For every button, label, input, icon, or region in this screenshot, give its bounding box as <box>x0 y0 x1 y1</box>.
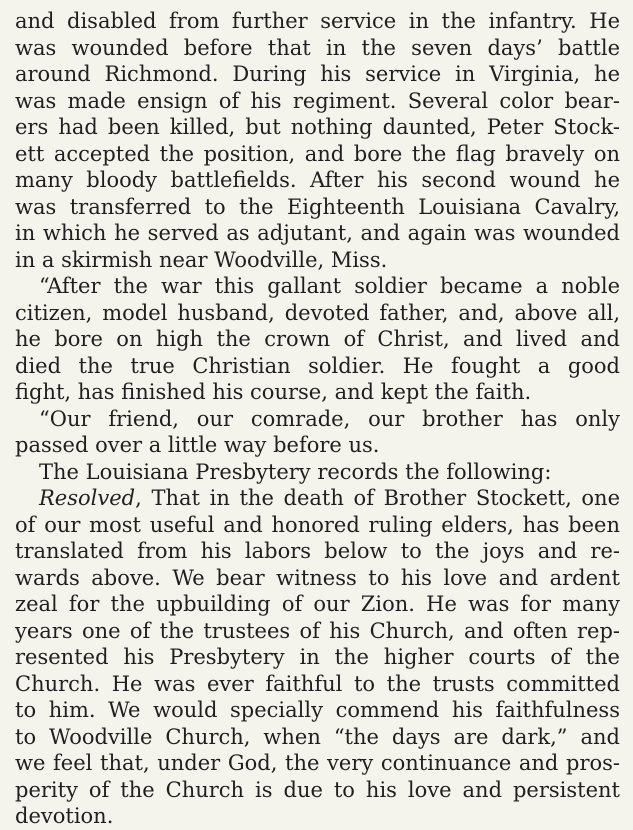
text-line: many bloody battlefields. After his second wound he <box>15 168 620 192</box>
text-line: and disabled from further service in the infantry. He <box>15 9 620 33</box>
document-page <box>15 8 620 830</box>
text-line: Church. He was ever faithful to the trusts committed <box>15 671 620 696</box>
text-line: citizen, model husband, devoted father, and, above all, <box>15 300 620 325</box>
text-line: was made ensign of his regiment. Several color bear- <box>15 88 620 113</box>
text-line <box>15 485 620 512</box>
text-line: ett accepted the position, and bore the flag bravely on <box>15 141 620 166</box>
text-line: The Louisiana Presbytery records the following: <box>39 459 552 484</box>
text-line: to him. We would specially commend his faithfulness <box>15 698 620 722</box>
text-line: resented his Presbytery in the higher courts of the <box>15 645 620 669</box>
text-line: in which he served as adjutant, and again was wounded <box>15 221 620 245</box>
text-line: in a skirmish near Woodville, Miss. <box>15 247 388 272</box>
text-line: zeal for the upbuilding of our Zion. He was for many <box>15 592 620 616</box>
paragraph-after-war <box>15 273 620 406</box>
text-line: translated from his labors below to the joys and re- <box>15 539 620 563</box>
text-line: perity of the Church is due to his love and persistent <box>15 777 620 802</box>
paragraph-resolved <box>15 485 620 830</box>
text-line: ers had been killed, but nothing daunted, Peter Stock- <box>15 115 620 139</box>
text-line: to Woodville Church, when “the days are dark,” and <box>15 724 620 749</box>
text-line: was wounded before that in the seven days’ battle <box>15 35 620 60</box>
paragraph-service <box>15 8 620 273</box>
text-line: wards above. We bear witness to his love and ardent <box>15 565 620 590</box>
resolved-italic-word: Resolved <box>39 486 136 510</box>
paragraph-friend <box>15 406 620 459</box>
text-line: of our most useful and honored ruling elders, has been <box>15 512 620 537</box>
paragraph-presbytery <box>15 459 620 486</box>
text-line: devotion. <box>15 804 114 828</box>
text-line: around Richmond. During his service in Virginia, he <box>15 62 620 86</box>
text-line: passed over a little way before us. <box>15 433 380 457</box>
text-line: fight, has finished his course, and kept the faith. <box>15 380 532 404</box>
text-line: “After the war this gallant soldier became a noble <box>39 274 620 298</box>
text-line-remainder: , That in the death of Brother Stockett, one <box>135 486 620 510</box>
text-line: was transferred to the Eighteenth Louisiana Cavalry, <box>15 194 620 219</box>
text-line: he bore on high the crown of Christ, and lived and <box>15 327 620 351</box>
text-line: years one of the trustees of his Church, and often rep- <box>15 618 620 643</box>
text-line: we feel that, under God, the very continuance and pros- <box>15 751 620 775</box>
text-line: “Our friend, our comrade, our brother has only <box>39 406 620 431</box>
text-line: died the true Christian soldier. He fought a good <box>15 353 620 378</box>
